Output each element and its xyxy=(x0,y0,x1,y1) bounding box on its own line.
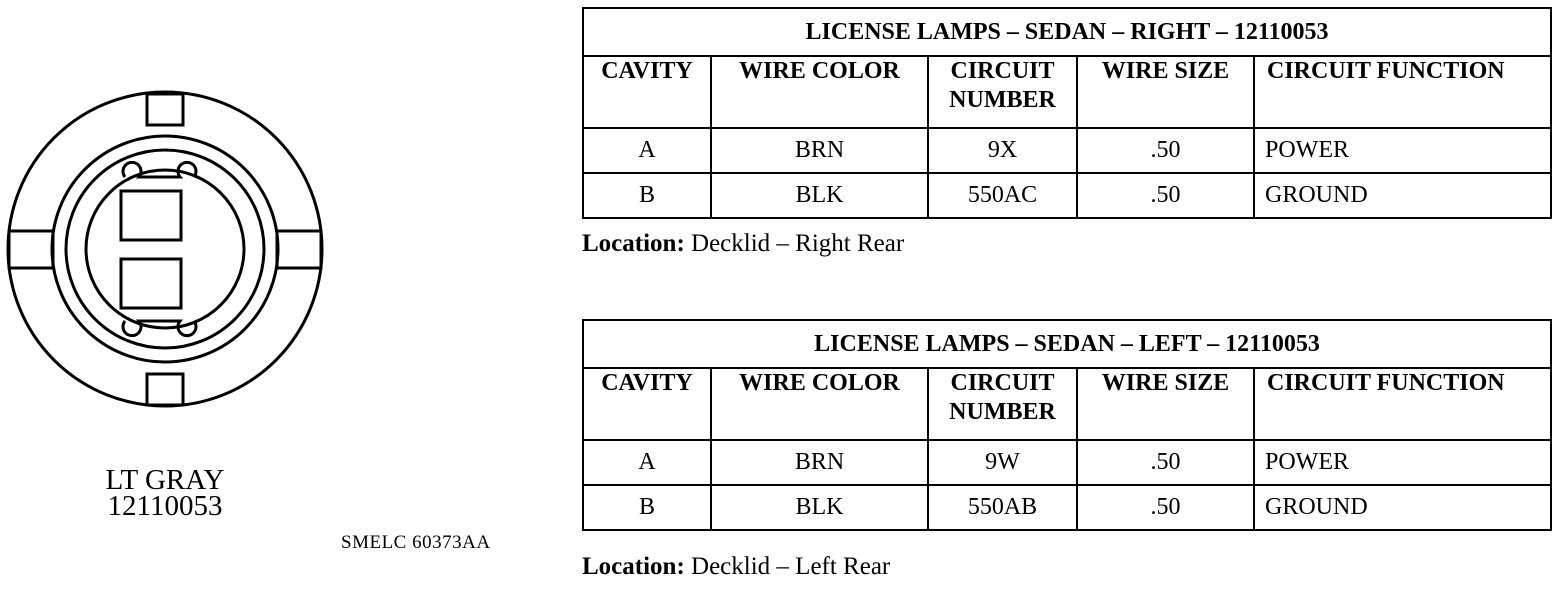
col-header-circuit-function: CIRCUIT FUNCTION xyxy=(1254,368,1551,440)
connector-color-label: LT GRAY xyxy=(105,464,225,496)
location-right xyxy=(582,230,904,258)
col-header-circuit-function: CIRCUIT FUNCTION xyxy=(1254,56,1551,128)
connector-socket-ring xyxy=(66,150,264,348)
table-header-row xyxy=(583,368,1551,440)
cell-circuit-function: POWER xyxy=(1254,440,1551,485)
table-header-row xyxy=(583,56,1551,128)
cell-circuit-number: 9W xyxy=(928,440,1077,485)
table-row xyxy=(583,440,1551,485)
cell-cavity: B xyxy=(583,485,711,530)
cell-circuit-function: GROUND xyxy=(1254,173,1551,218)
location-value: Decklid – Right Rear xyxy=(691,230,905,257)
location-value: Decklid – Left Rear xyxy=(691,553,891,580)
table-row xyxy=(583,485,1551,530)
cell-wire-color: BRN xyxy=(711,440,928,485)
table-title: LICENSE LAMPS – SEDAN – RIGHT – 12110053 xyxy=(583,8,1551,56)
connector-outer-ring xyxy=(8,92,322,406)
figure-code: SMELC 60373AA xyxy=(341,532,491,553)
table-title: LICENSE LAMPS – SEDAN – LEFT – 12110053 xyxy=(583,320,1551,368)
connector-tab-top xyxy=(147,94,183,125)
cell-wire-color: BRN xyxy=(711,128,928,173)
col-header-wire-color: WIRE COLOR xyxy=(711,368,928,440)
terminal-cavity-b xyxy=(121,259,181,308)
col-header-circuit-number: CIRCUIT NUMBER xyxy=(928,368,1077,440)
connector-tab-bottom xyxy=(147,374,183,405)
col-header-wire-color: WIRE COLOR xyxy=(711,56,928,128)
cell-wire-color: BLK xyxy=(711,173,928,218)
cell-cavity: B xyxy=(583,173,711,218)
location-label: Location: xyxy=(582,230,685,257)
connector-tab-right xyxy=(277,231,321,268)
cell-wire-size: .50 xyxy=(1077,128,1254,173)
cell-wire-color: BLK xyxy=(711,485,928,530)
pinout-table-right xyxy=(582,7,1552,219)
cell-circuit-number: 550AB xyxy=(928,485,1077,530)
col-header-wire-size: WIRE SIZE xyxy=(1077,368,1254,440)
cell-cavity: A xyxy=(583,128,711,173)
cell-wire-size: .50 xyxy=(1077,173,1254,218)
connector-bulb-ring xyxy=(86,170,244,328)
cell-wire-size: .50 xyxy=(1077,440,1254,485)
col-header-cavity: CAVITY xyxy=(583,368,711,440)
location-label: Location: xyxy=(582,553,685,580)
terminal-cavity-a xyxy=(121,191,181,240)
connector-face-diagram xyxy=(0,80,330,420)
col-header-circuit-number: CIRCUIT NUMBER xyxy=(928,56,1077,128)
col-header-cavity: CAVITY xyxy=(583,56,711,128)
cell-cavity: A xyxy=(583,440,711,485)
table-row xyxy=(583,128,1551,173)
table-row xyxy=(583,173,1551,218)
cell-wire-size: .50 xyxy=(1077,485,1254,530)
pinout-table-left xyxy=(582,319,1552,531)
connector-part-number: 12110053 xyxy=(107,490,223,522)
col-header-wire-size: WIRE SIZE xyxy=(1077,56,1254,128)
location-left xyxy=(582,553,890,581)
cell-circuit-number: 9X xyxy=(928,128,1077,173)
cell-circuit-function: GROUND xyxy=(1254,485,1551,530)
cell-circuit-number: 550AC xyxy=(928,173,1077,218)
cell-circuit-function: POWER xyxy=(1254,128,1551,173)
connector-tab-left xyxy=(9,231,53,268)
